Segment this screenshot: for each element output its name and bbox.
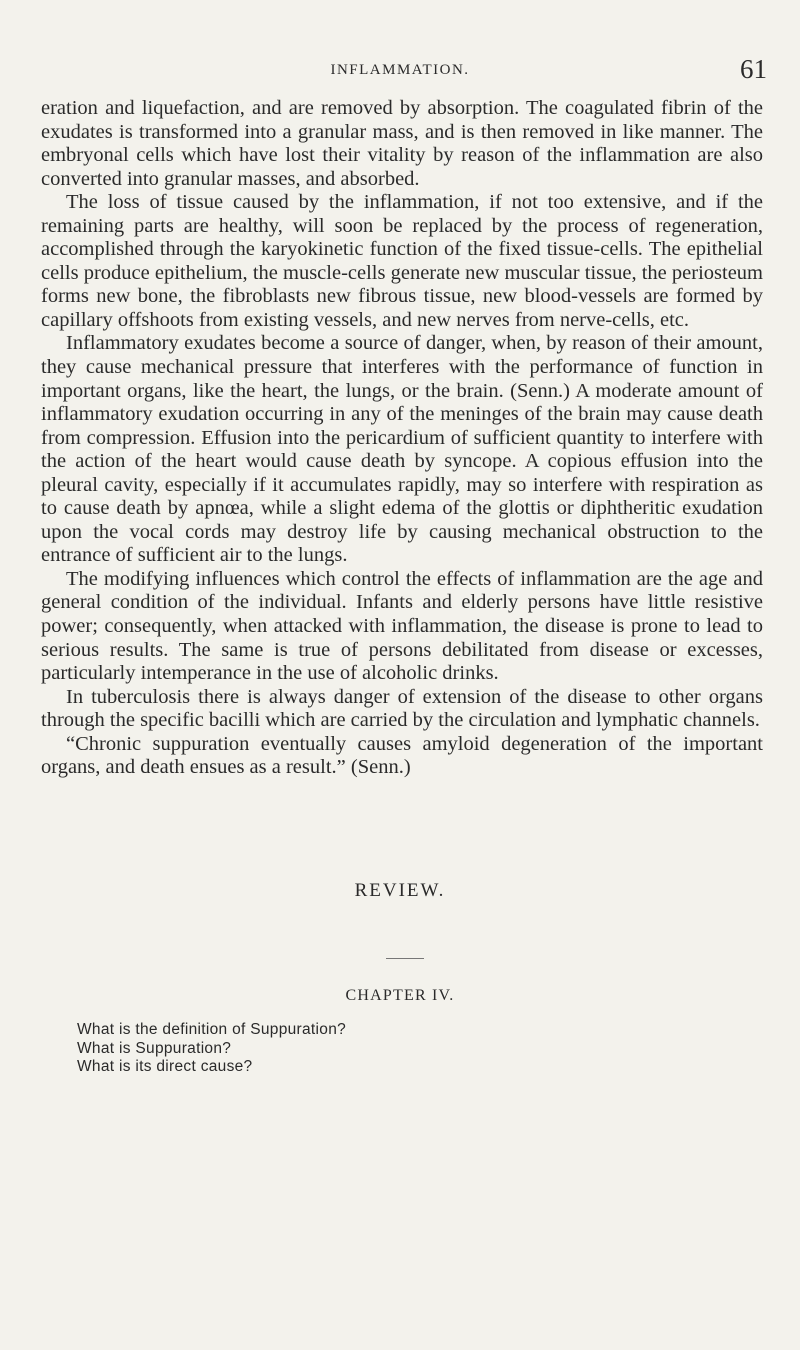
page-header xyxy=(0,54,800,92)
page-number: 61 xyxy=(740,54,767,84)
review-questions xyxy=(77,1021,346,1077)
chapter-heading: CHAPTER IV. xyxy=(345,987,455,1004)
question: What is its direct cause? xyxy=(77,1058,253,1075)
paragraph: The loss of tissue caused by the inflammation, if not too extensive, and if the remaining parts are healthy, will soon be replaced by the process of regeneration, accomplished through the karyokinetic function of the fixed tissue-cells. The epithelial cells produce epithelium, the muscle-cells generate new muscular tissue, the periosteum forms new bone, the fibroblasts new fibrous tissue, new blood-vessels are formed by capillary offshoots from existing vessels, and new nerves from nerve-cells, etc. xyxy=(41,191,763,331)
question: What is Suppuration? xyxy=(77,1039,232,1057)
paragraph: Inflammatory exudates become a source of danger, when, by reason of their amount, they cause mechanical pressure that interferes with the performance of function in important organs, like the heart, the lungs, or the brain. (Senn.) A moderate amount of inflammatory exudation occurring in any of the meninges of the brain may cause death from compression. Effusion into the pericardium of sufficient quantity to interfere with the action of the heart would cause death by syncope. A copious effusion into the pleural cavity, especially if it accumulates rapidly, may so interfere with respiration as to cause death by apnœa, while a slight edema of the glottis or diphtheritic exudation upon the vocal cords may destroy life by causing mechanical obstruction to the entrance of sufficient air to the lungs. xyxy=(41,332,763,567)
paragraph: The modifying influences which control the effects of inflammation are the age and general condition of the individual. Infants and elderly persons have little resistive power; consequently, when attacked with inflammation, the disease is prone to lead to serious results. The same is true of persons debilitated from disease or excesses, particularly intemperance in the use of alcoholic drinks. xyxy=(41,567,763,685)
body-text xyxy=(41,97,763,780)
question: What is the definition of Suppuration? xyxy=(77,1021,347,1038)
running-head: INFLAMMATION. xyxy=(330,62,470,78)
divider xyxy=(386,958,424,959)
paragraph: “Chronic suppuration eventually causes amyloid degeneration of the important organs, and death ensues as a result.” (Senn.) xyxy=(41,732,763,779)
review-heading: REVIEW. xyxy=(354,880,446,901)
paragraph: In tuberculosis there is always danger of extension of the disease to other organs through the specific bacilli which are carried by the circulation and lymphatic channels. xyxy=(41,685,763,732)
paragraph: eration and liquefaction, and are removed by absorption. The coagulated fibrin of the exudates is transformed into a granular mass, and is then removed in like manner. The embryonal cells which have lost their vitality by reason of the inflammation are also converted into granular masses, and absorbed. xyxy=(41,97,763,190)
